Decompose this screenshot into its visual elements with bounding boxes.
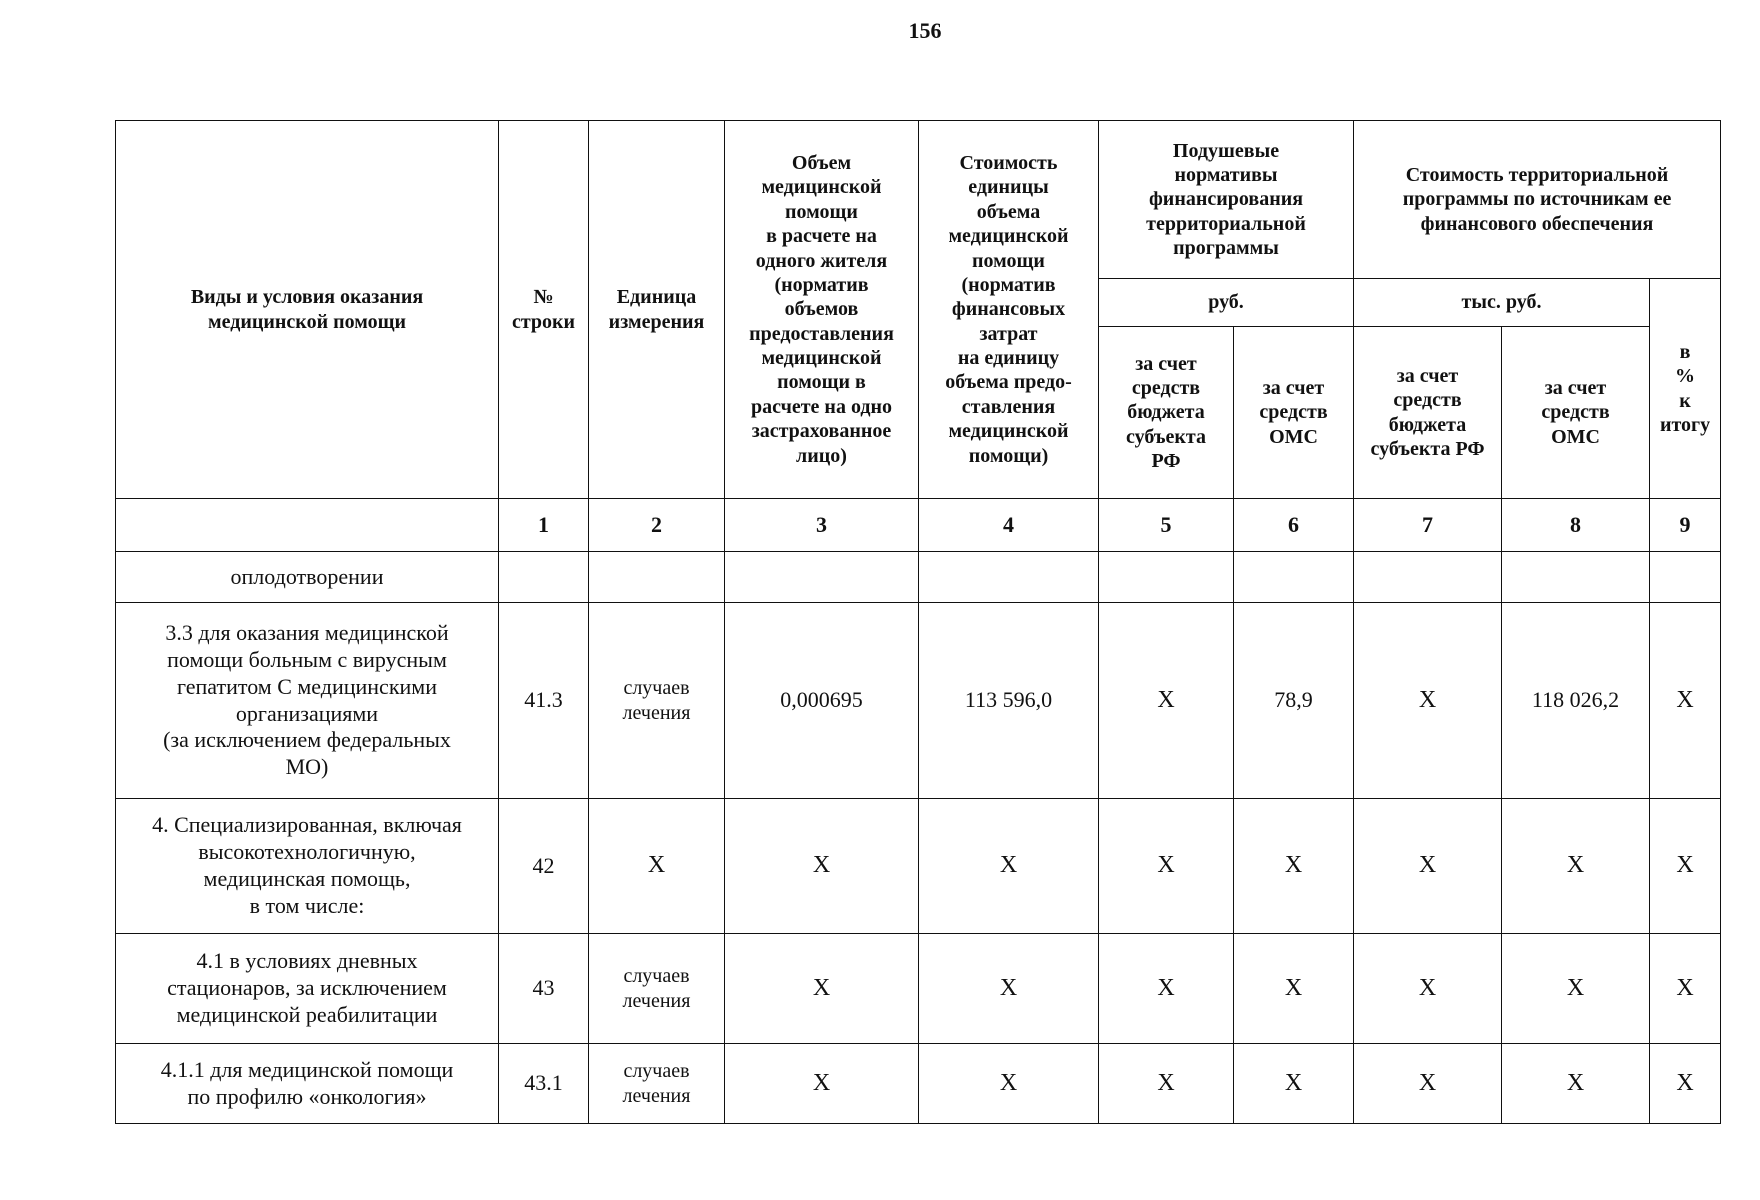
row-unit-cell: случаев лечения bbox=[589, 1044, 725, 1124]
row-oms-rub-cell: Х bbox=[1234, 1044, 1354, 1124]
row-name: 4.1.1 для медицинской помощи по профилю «онкология» bbox=[116, 1044, 499, 1124]
column-number: 7 bbox=[1354, 499, 1502, 552]
row-cost-cell bbox=[919, 552, 1099, 603]
column-number: 1 bbox=[499, 499, 589, 552]
header-program-cost-group: Стоимость территориальной программы по источникам ее финансового обеспечения bbox=[1354, 121, 1721, 279]
table-row bbox=[116, 934, 1721, 1044]
row-budget-thousand-cell: Х bbox=[1354, 603, 1502, 799]
header-unit-thousand-rub: тыс. руб. bbox=[1354, 279, 1650, 327]
column-number: 6 bbox=[1234, 499, 1354, 552]
row-oms-thousand-cell: Х bbox=[1502, 799, 1650, 934]
header-volume: Объем медицинской помощи в расчете на одного жителя (норматив объемов предоставления медицинской помощи в расчете на одно застрахованное лицо) bbox=[725, 121, 919, 499]
table-row bbox=[116, 603, 1721, 799]
table-row bbox=[116, 1044, 1721, 1124]
row-number-cell: 43 bbox=[499, 934, 589, 1044]
row-budget-thousand-cell: Х bbox=[1354, 934, 1502, 1044]
row-oms-thousand-cell: Х bbox=[1502, 934, 1650, 1044]
header-budget-thousand: за счет средств бюджета субъекта РФ bbox=[1354, 327, 1502, 499]
header-unit: Единица измерения bbox=[589, 121, 725, 499]
table-row bbox=[116, 799, 1721, 934]
row-name: оплодотворении bbox=[116, 552, 499, 603]
row-oms-rub-cell: Х bbox=[1234, 934, 1354, 1044]
row-percent-cell: Х bbox=[1650, 799, 1721, 934]
header-type-conditions: Виды и условия оказания медицинской помощи bbox=[116, 121, 499, 499]
row-number-cell: 41.3 bbox=[499, 603, 589, 799]
row-volume-cell: 0,000695 bbox=[725, 603, 919, 799]
header-unit-cost: Стоимость единицы объема медицинской помощи (норматив финансовых затрат на единицу объема предо- ставления медицинской помощи) bbox=[919, 121, 1099, 499]
row-name: 4.1 в условиях дневных стационаров, за исключением медицинской реабилитации bbox=[116, 934, 499, 1044]
row-number-cell: 43.1 bbox=[499, 1044, 589, 1124]
row-budget-thousand-cell: Х bbox=[1354, 1044, 1502, 1124]
header-oms-thousand: за счет средств ОМС bbox=[1502, 327, 1650, 499]
row-number-cell bbox=[499, 552, 589, 603]
column-number: 2 bbox=[589, 499, 725, 552]
row-volume-cell: Х bbox=[725, 1044, 919, 1124]
column-number: 5 bbox=[1099, 499, 1234, 552]
row-budget-rub-cell: Х bbox=[1099, 603, 1234, 799]
header-budget-rub: за счет средств бюджета субъекта РФ bbox=[1099, 327, 1234, 499]
financing-table bbox=[115, 120, 1721, 1124]
row-oms-thousand-cell bbox=[1502, 552, 1650, 603]
column-number bbox=[116, 499, 499, 552]
header-row-number: № строки bbox=[499, 121, 589, 499]
header-per-capita-group: Подушевые нормативы финансирования территориальной программы bbox=[1099, 121, 1354, 279]
table-row bbox=[116, 552, 1721, 603]
page-number: 156 bbox=[908, 18, 942, 43]
row-unit-cell: Х bbox=[589, 799, 725, 934]
row-budget-thousand-cell: Х bbox=[1354, 799, 1502, 934]
row-oms-rub-cell: 78,9 bbox=[1234, 603, 1354, 799]
row-percent-cell: Х bbox=[1650, 1044, 1721, 1124]
row-name: 3.3 для оказания медицинской помощи больным с вирусным гепатитом С медицинскими организациями (за исключением федеральных МО) bbox=[116, 603, 499, 799]
row-cost-cell: Х bbox=[919, 1044, 1099, 1124]
row-name: 4. Специализированная, включая высокотехнологичную, медицинская помощь, в том числе: bbox=[116, 799, 499, 934]
row-oms-thousand-cell: Х bbox=[1502, 1044, 1650, 1124]
column-number: 9 bbox=[1650, 499, 1721, 552]
row-cost-cell: Х bbox=[919, 799, 1099, 934]
row-budget-rub-cell bbox=[1099, 552, 1234, 603]
header-unit-rub: руб. bbox=[1099, 279, 1354, 327]
row-budget-rub-cell: Х bbox=[1099, 934, 1234, 1044]
header-oms-rub: за счет средств ОМС bbox=[1234, 327, 1354, 499]
row-percent-cell bbox=[1650, 552, 1721, 603]
row-percent-cell: Х bbox=[1650, 934, 1721, 1044]
row-oms-rub-cell: Х bbox=[1234, 799, 1354, 934]
row-oms-rub-cell bbox=[1234, 552, 1354, 603]
column-number: 8 bbox=[1502, 499, 1650, 552]
row-volume-cell: Х bbox=[725, 799, 919, 934]
row-budget-rub-cell: Х bbox=[1099, 799, 1234, 934]
row-unit-cell: случаев лечения bbox=[589, 603, 725, 799]
row-volume-cell: Х bbox=[725, 934, 919, 1044]
row-budget-rub-cell: Х bbox=[1099, 1044, 1234, 1124]
row-volume-cell bbox=[725, 552, 919, 603]
header-percent-of-total: в % к итогу bbox=[1650, 279, 1721, 499]
row-percent-cell: Х bbox=[1650, 603, 1721, 799]
row-cost-cell: 113 596,0 bbox=[919, 603, 1099, 799]
row-budget-thousand-cell bbox=[1354, 552, 1502, 603]
row-cost-cell: Х bbox=[919, 934, 1099, 1044]
column-number: 4 bbox=[919, 499, 1099, 552]
row-unit-cell: случаев лечения bbox=[589, 934, 725, 1044]
row-unit-cell bbox=[589, 552, 725, 603]
column-number: 3 bbox=[725, 499, 919, 552]
row-number-cell: 42 bbox=[499, 799, 589, 934]
row-oms-thousand-cell: 118 026,2 bbox=[1502, 603, 1650, 799]
